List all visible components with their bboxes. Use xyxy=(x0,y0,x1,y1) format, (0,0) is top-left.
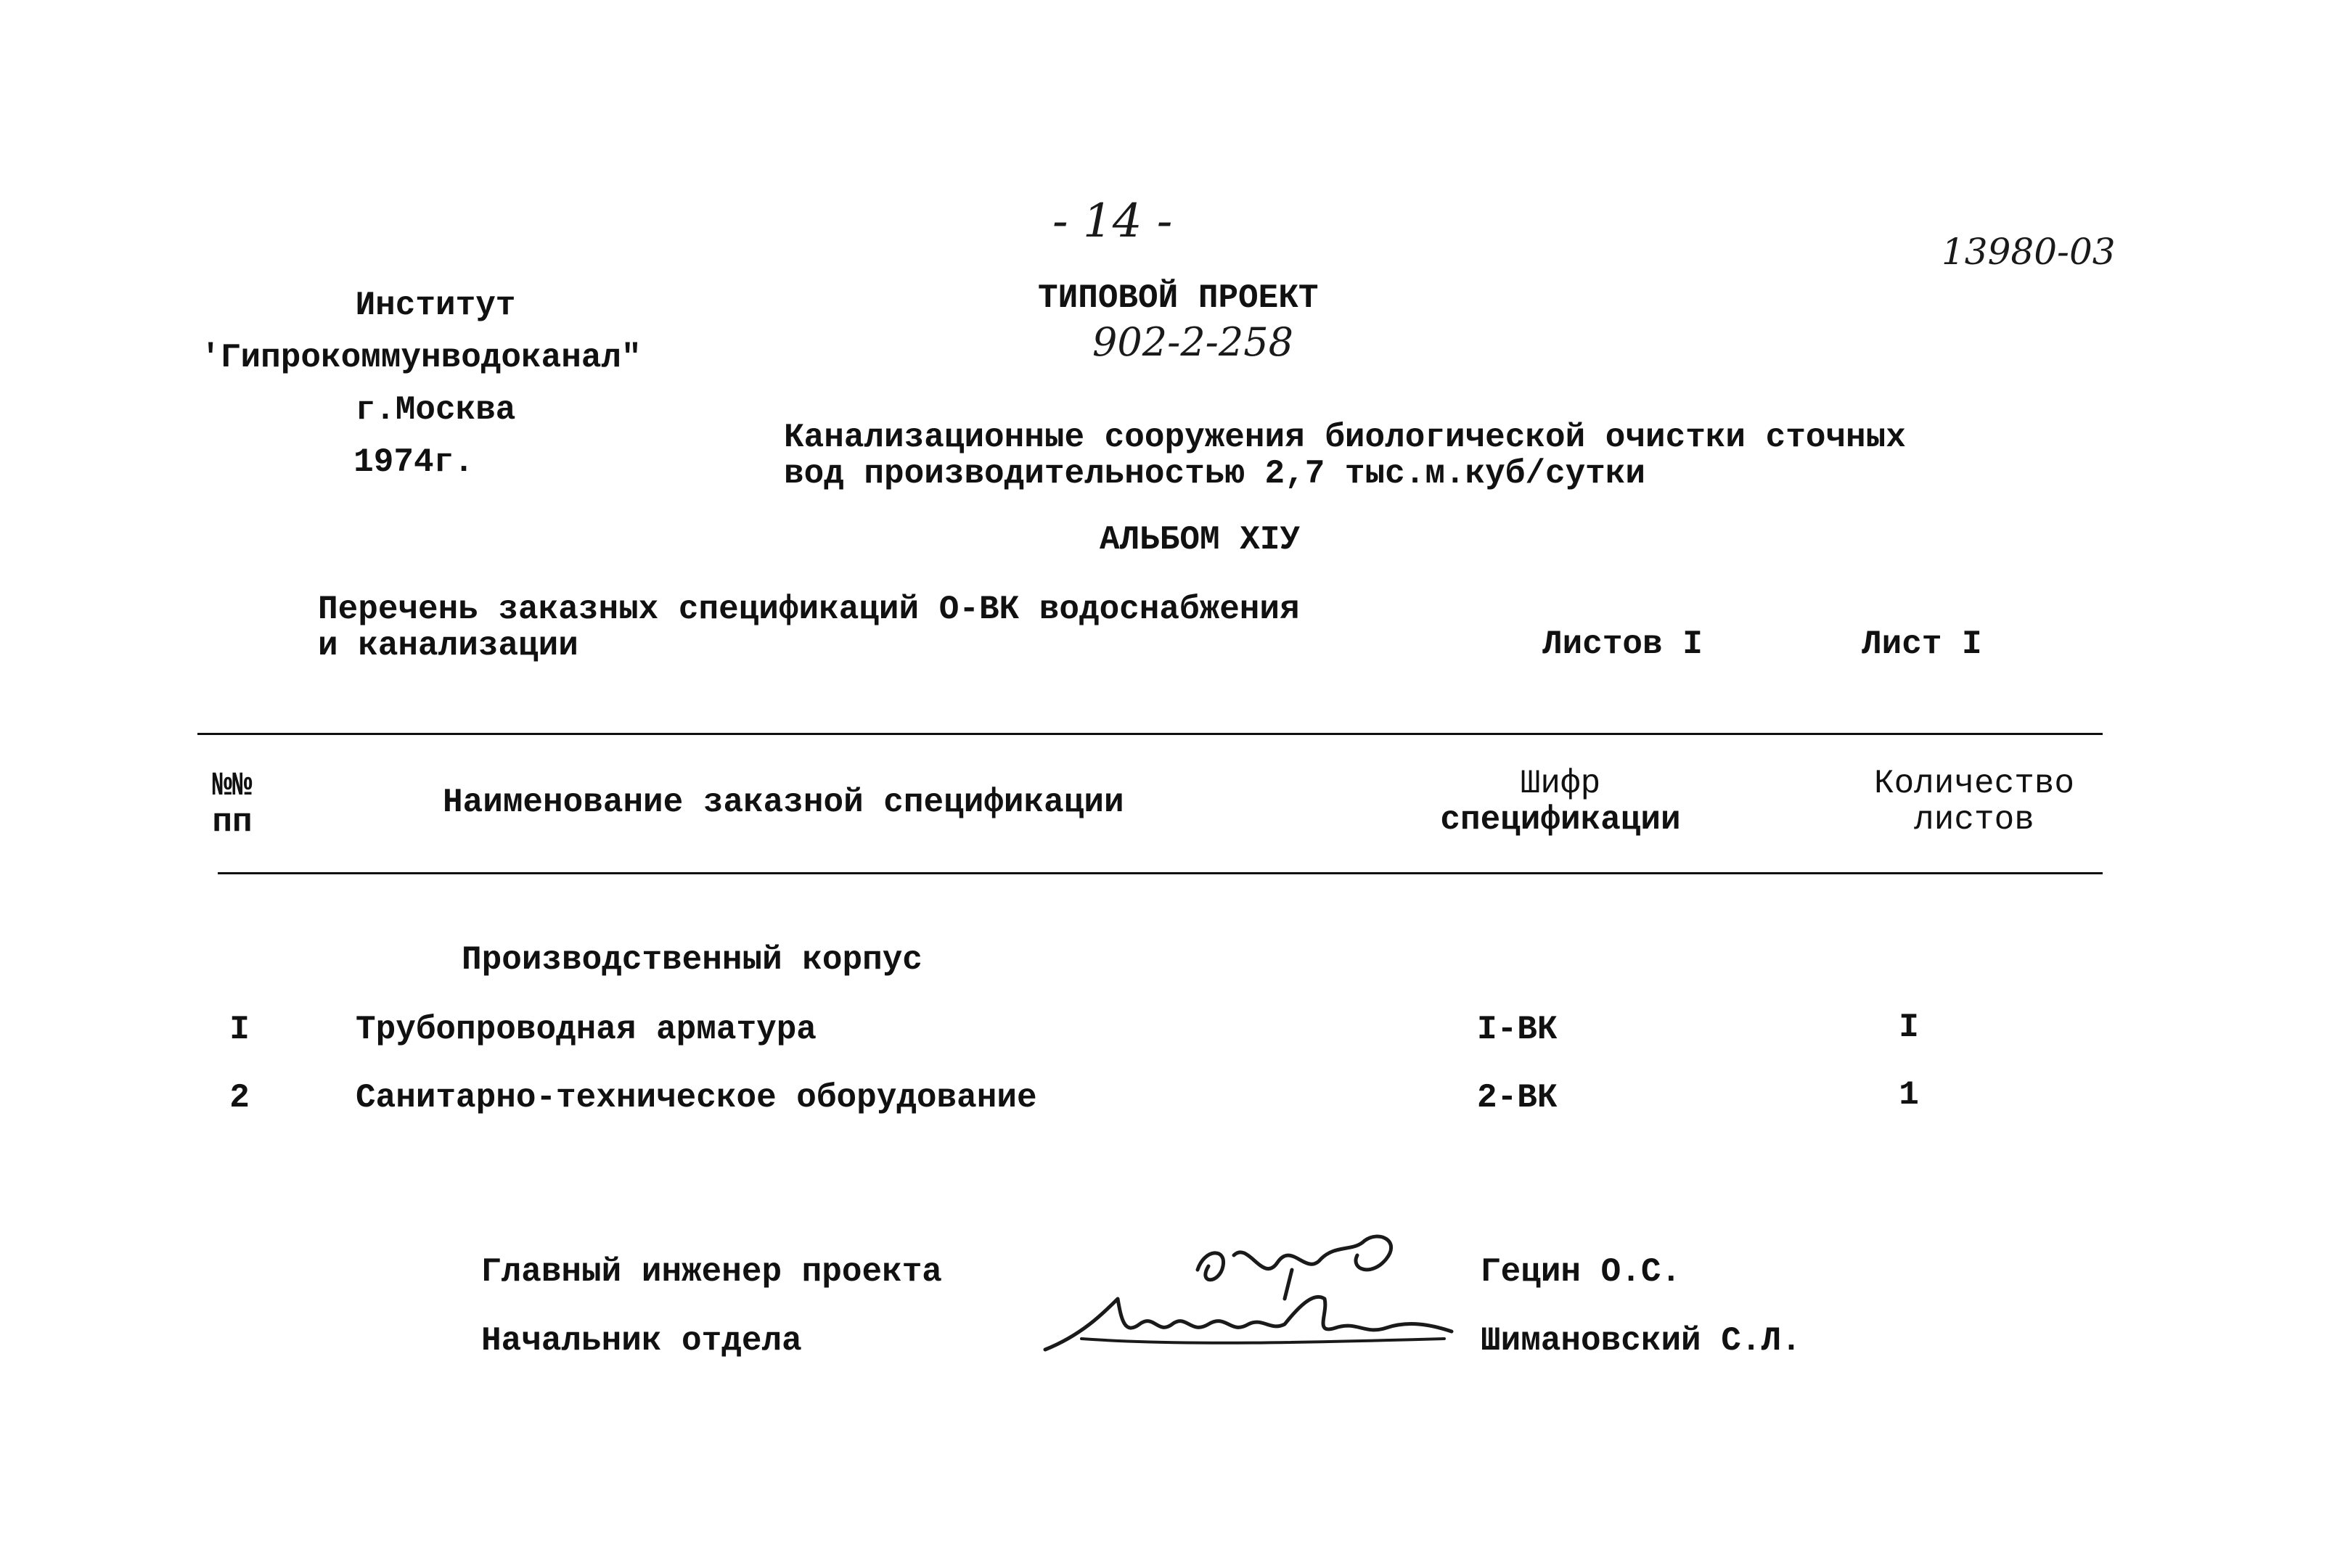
project-title: ТИПОВОЙ ПРОЕКТ xyxy=(1038,279,1319,317)
project-description-line2: вод производительностью 2,7 тыс.м.куб/сутки xyxy=(784,455,1645,493)
project-number: 902-2-258 xyxy=(1092,319,1293,365)
signature-role-chief-engineer: Главный инженер проекта xyxy=(481,1253,942,1291)
list-title-line2: и канализации xyxy=(318,627,578,665)
signature-role-department-head: Начальник отдела xyxy=(481,1322,802,1360)
table-top-rule xyxy=(197,733,2103,735)
table-row-1-code: I-ВК xyxy=(1477,1011,1558,1048)
table-header-rule xyxy=(218,872,2103,874)
header-name: Наименование заказной спецификации xyxy=(443,784,1124,821)
header-number-line2: пп xyxy=(212,803,253,841)
institute-city: г.Москва xyxy=(355,391,516,429)
header-code-line2: спецификации xyxy=(1440,801,1681,839)
page-number: - 14 - xyxy=(1052,194,1173,248)
project-description xyxy=(784,419,1906,492)
sheets-total: Листов I xyxy=(1542,625,1703,663)
list-title xyxy=(318,591,1300,664)
section-heading: Производственный корпус xyxy=(462,941,922,979)
project-description-line1: Канализационные сооружения биологической очистки сточных xyxy=(784,419,1906,456)
signature-name-chief-engineer: Гецин О.С. xyxy=(1481,1253,1682,1291)
institute-block xyxy=(200,279,660,488)
table-row-2-quantity: 1 xyxy=(1899,1076,1919,1114)
table-row-1-number: I xyxy=(229,1011,250,1048)
table-row-2-name: Санитарно-техническое оборудование xyxy=(356,1079,1037,1117)
signature-name-department-head: Шимановский С.Л. xyxy=(1481,1322,1801,1360)
header-quantity-line2: листов xyxy=(1914,801,2034,839)
header-code xyxy=(1401,765,1720,838)
header-quantity-line1: Количество xyxy=(1873,765,2075,803)
header-number xyxy=(196,768,269,840)
institute-name: 'Гипрокоммунводоканал" xyxy=(200,339,642,377)
header-code-line1: Шифр xyxy=(1520,765,1601,803)
table-row-1-name: Трубопроводная арматура xyxy=(356,1011,817,1048)
list-title-line1: Перечень заказных спецификаций О-ВК водоснабжения xyxy=(318,591,1300,628)
handwritten-signature-department-head xyxy=(1038,1284,1459,1364)
document-code: 13980-03 xyxy=(1942,231,2116,273)
album-title: АЛЬБОМ XIУ xyxy=(1100,521,1301,559)
table-row-2-number: 2 xyxy=(229,1079,250,1117)
table-row-1-quantity: I xyxy=(1899,1009,1919,1046)
institute-year: 1974г. xyxy=(353,443,474,481)
institute-label: Институт xyxy=(355,287,516,324)
sheet-number: Лист I xyxy=(1862,625,1982,663)
header-number-line1: №№ xyxy=(212,767,253,805)
header-quantity xyxy=(1829,765,2119,838)
table-row-2-code: 2-ВК xyxy=(1477,1079,1558,1117)
